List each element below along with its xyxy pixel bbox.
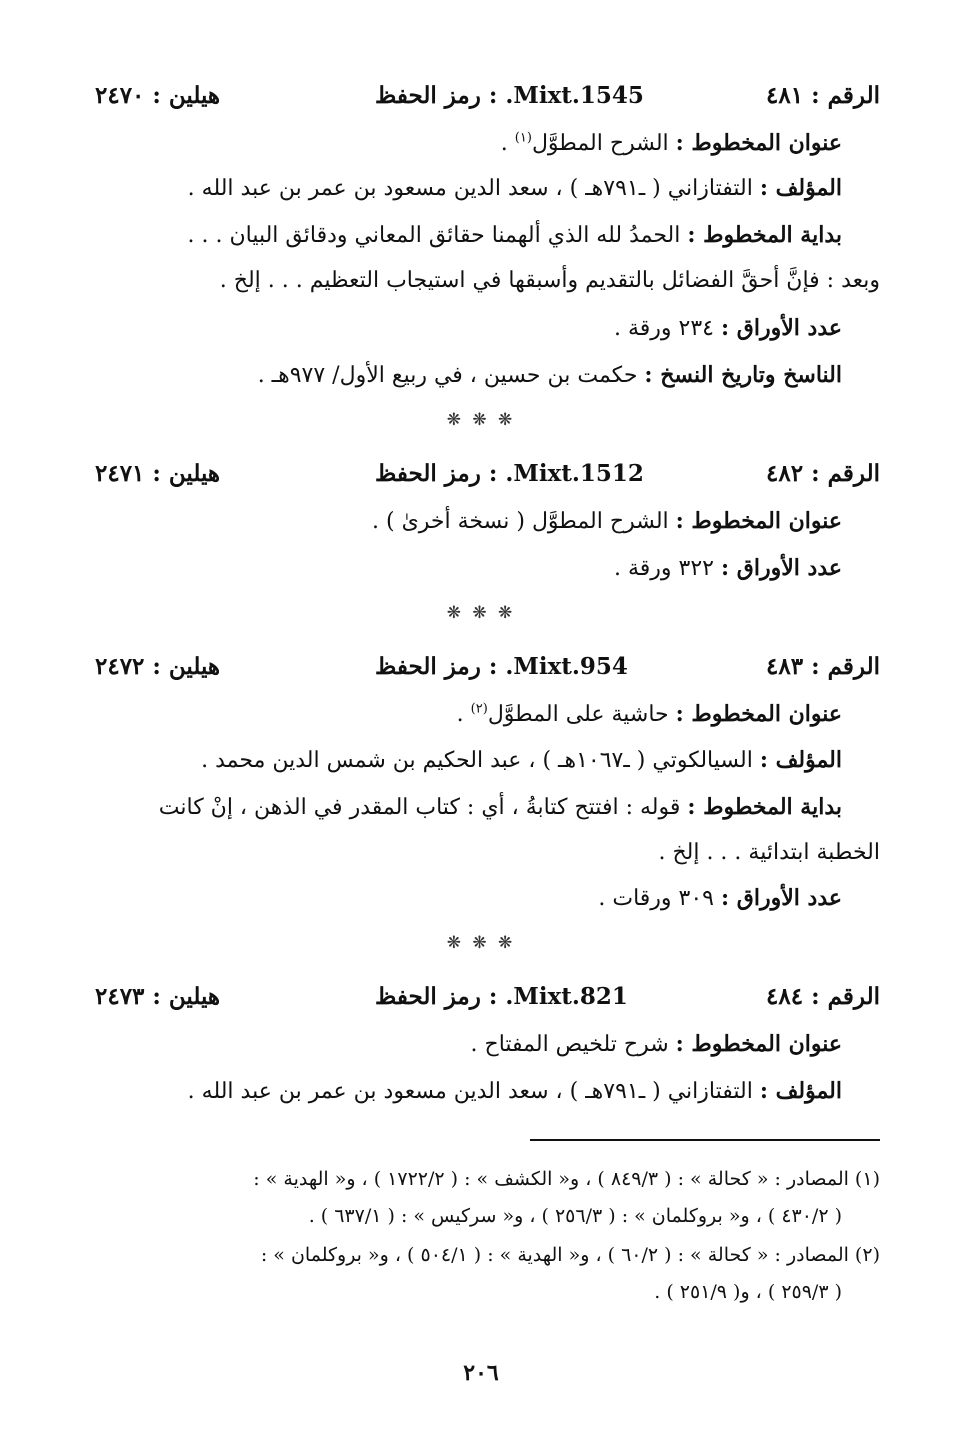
- entry-header: [95, 82, 880, 122]
- author-value: التفتازاني ( ـ٧٩١هـ ) ، سعد الدين مسعود بن عمر بن عبد الله .: [187, 1079, 753, 1104]
- title-value: شرح تلخيص المفتاح .: [470, 1032, 669, 1057]
- title-line: [457, 701, 842, 727]
- entry-header: [95, 983, 880, 1023]
- title-label: عنوان المخطوط :: [675, 508, 842, 534]
- shelfmark: رمز الحفظ : .Mixt.1545: [375, 82, 644, 109]
- start-continuation: الخطبة ابتدائية . . . إلخ .: [658, 840, 880, 865]
- author-label: المؤلف :: [759, 1078, 842, 1104]
- author-line: [188, 1078, 842, 1104]
- author-line: [201, 747, 842, 773]
- title-value: حاشية على المطوَّل: [487, 702, 669, 727]
- folios-value: ٣٠٩ ورقات .: [598, 886, 714, 911]
- start-line: [159, 794, 842, 820]
- footnote-1-line-2: ( ٤٣٠/٢ ) ، و« بروكلمان » : ( ٢٥٦/٣ ) ، و« سركيس » : ( ٦٣٧/١ ) .: [308, 1205, 842, 1227]
- entry-header: [95, 653, 880, 693]
- folios-label: عدد الأوراق :: [721, 885, 842, 911]
- start-label: بداية المخطوط :: [687, 222, 842, 248]
- footnote-2-line-2: ( ٢٥٩/٣ ) ، و( ٢٥١/٩ ) .: [654, 1281, 842, 1303]
- footnote-2-line-1: (٢) المصادر : « كحالة » : ( ٦٠/٢ ) ، و« الهدية » : ( ٥٠٤/١ ) ، و« بروكلمان » :: [260, 1244, 880, 1266]
- author-line: [188, 175, 842, 201]
- page-number: ٢٠٦: [463, 1360, 499, 1386]
- title-value: الشرح المطوَّل: [531, 131, 669, 156]
- folios-line: [614, 555, 842, 581]
- folios-line: [598, 885, 842, 911]
- separator: ❋ ❋ ❋: [446, 933, 516, 953]
- footnote-ref: (٢): [470, 701, 488, 717]
- helin-number: هيلين : ٢٤٧٣: [95, 983, 221, 1010]
- title-end: .: [500, 131, 515, 156]
- title-label: عنوان المخطوط :: [675, 130, 842, 156]
- shelfmark: رمز الحفظ : .Mixt.954: [375, 653, 628, 680]
- start-line: [188, 222, 843, 248]
- entry-number: الرقم : ٤٨٢: [766, 460, 880, 487]
- folios-label: عدد الأوراق :: [721, 315, 842, 341]
- title-end: .: [456, 702, 471, 727]
- separator: ❋ ❋ ❋: [446, 410, 516, 430]
- author-label: المؤلف :: [759, 747, 842, 773]
- folios-value: ٢٣٤ ورقة .: [614, 316, 714, 341]
- footnote-ref: (١): [514, 130, 532, 146]
- start-label: بداية المخطوط :: [687, 794, 842, 820]
- folios-label: عدد الأوراق :: [721, 555, 842, 581]
- title-label: عنوان المخطوط :: [675, 701, 842, 727]
- footnote-rule: [530, 1139, 880, 1141]
- author-value: السيالكوتي ( ـ١٠٦٧هـ ) ، عبد الحكيم بن شمس الدين محمد .: [201, 748, 753, 773]
- helin-number: هيلين : ٢٤٧٠: [95, 82, 221, 109]
- start-continuation: وبعد : فإنَّ أحقَّ الفضائل بالتقديم وأسبقها في استيجاب التعظيم . . . إلخ .: [219, 268, 880, 293]
- start-value: قوله : افتتح كتابةُ ، أي : كتاب المقدر في الذهن ، إنْ كانت: [158, 795, 681, 820]
- copyist-line: [258, 362, 842, 388]
- author-value: التفتازاني ( ـ٧٩١هـ ) ، سعد الدين مسعود بن عمر بن عبد الله .: [187, 176, 753, 201]
- title-label: عنوان المخطوط :: [675, 1031, 842, 1057]
- title-value: الشرح المطوَّل ( نسخة أخرىٰ ) .: [372, 509, 669, 534]
- entry-number: الرقم : ٤٨٤: [766, 983, 880, 1010]
- author-label: المؤلف :: [759, 175, 842, 201]
- copyist-label: الناسخ وتاريخ النسخ :: [644, 362, 842, 388]
- separator: ❋ ❋ ❋: [446, 603, 516, 623]
- entry-number: الرقم : ٤٨٣: [766, 653, 880, 680]
- folios-line: [614, 315, 842, 341]
- entry-header: [95, 460, 880, 500]
- start-value: الحمدُ لله الذي ألهمنا حقائق المعاني ودقائق البيان . . .: [187, 223, 681, 248]
- folios-value: ٣٢٢ ورقة .: [614, 556, 714, 581]
- title-line: [372, 508, 842, 534]
- entry-number: الرقم : ٤٨١: [766, 82, 880, 109]
- shelfmark: رمز الحفظ : .Mixt.1512: [375, 460, 644, 487]
- copyist-value: حكمت بن حسين ، في ربيع الأول/ ٩٧٧هـ .: [257, 363, 638, 388]
- title-line: [501, 130, 842, 156]
- title-line: [471, 1031, 843, 1057]
- helin-number: هيلين : ٢٤٧١: [95, 460, 221, 487]
- footnote-1-line-1: (١) المصادر : « كحالة » : ( ٨٤٩/٣ ) ، و« الكشف » : ( ١٧٢٢/٢ ) ، و« الهدية » :: [253, 1168, 880, 1190]
- shelfmark: رمز الحفظ : .Mixt.821: [375, 983, 628, 1010]
- helin-number: هيلين : ٢٤٧٢: [95, 653, 221, 680]
